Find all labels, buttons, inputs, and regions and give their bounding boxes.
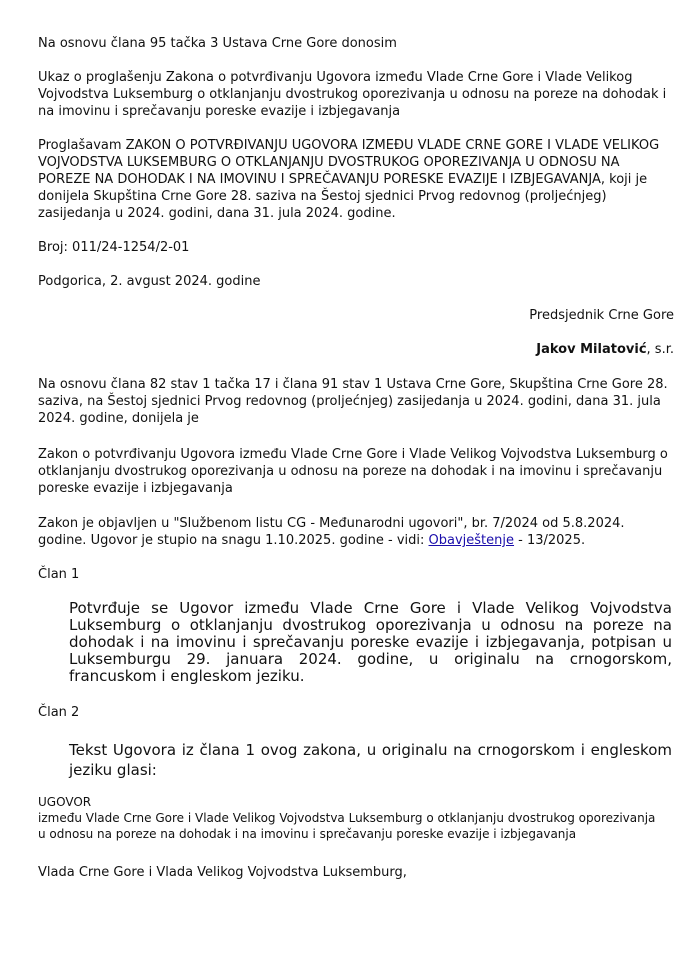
- treaty-heading: UGOVOR: [38, 795, 92, 809]
- preamble: Na osnovu člana 95 tačka 3 Ustava Crne Gore donosim: [38, 36, 397, 51]
- article-1-heading: Član 1: [38, 567, 80, 582]
- law-title: Zakon o potvrđivanju Ugovora između Vlade Crne Gore i Vlade Velikog Vojvodstva Luksemburg o otklanjanju dvostrukog oporezivanja u odnosu na poreze na dohodak i na imovinu i sprečavanju poreske evazije i izbjegavanja: [38, 447, 668, 496]
- article-2-heading: Član 2: [38, 705, 80, 720]
- publication-text: Zakon je objavljen u "Službenom listu CG - Međunarodni ugovori", br. 7/2024 od 5.8.2024. godine. Ugovor je stupio na snagu 1.10.2025. godine - vidi:: [38, 516, 625, 548]
- proclamation: Proglašavam ZAKON O POTVRĐIVANJU UGOVORA IZMEĐU VLADE CRNE GORE I VLADE VELIKOG VOJVODSTVA LUKSEMBURG O OTKLANJANJU DVOSTRUKOG OPOREZIVANJA U ODNOSU NA POREZE NA DOHODAK I NA IMOVINU I SPREČAVANJU PORESKE EVAZIJE I IZBJEGAVANJA, koji je donijela Skupština Crne Gore 28. saziva na Šestoj sjednici Prvog redovnog (proljećnjeg) zasijedanja u 2024. godini, dana 31. jula 2024. godine.: [38, 138, 660, 221]
- signature-title: Predsjednik Crne Gore: [529, 308, 674, 323]
- signature: [38, 341, 674, 358]
- adoption-text: Na osnovu člana 82 stav 1 tačka 17 i člana 91 stav 1 Ustava Crne Gore, Skupština Crne Gore 28. saziva, na Šestoj sjednici Prvog redovnog (proljećnjeg) zasijedanja u 2024. godini, dana 31. jula 2024. godine, donijela je: [38, 377, 668, 426]
- treaty-subtitle: između Vlade Crne Gore i Vlade Velikog Vojvodstva Luksemburg o otklanjanju dvostrukog oporezivanja u odnosu na poreze na dohodak i na imovinu i sprečavanju poreske evazije i izbjegavanja: [38, 811, 656, 841]
- ukaz-title: Ukaz o proglašenju Zakona o potvrđivanju Ugovora između Vlade Crne Gore i Vlade Velikog Vojvodstva Luksemburg o otklanjanju dvostrukog oporezivanja u odnosu na poreze na dohodak i na imovinu i sprečavanju poreske evazije i izbjegavanja: [38, 70, 667, 119]
- signature-suffix: , s.r.: [646, 342, 674, 357]
- article-2-text: Tekst Ugovora iz člana 1 ovog zakona, u originalu na crnogorskom i engleskom jeziku glasi:: [69, 741, 672, 779]
- signatory-name: Jakov Milatović: [536, 342, 647, 357]
- notice-link[interactable]: Obavještenje: [428, 533, 515, 548]
- document: [38, 35, 676, 881]
- publication-note: [38, 515, 676, 549]
- publication-after: - 13/2025.: [514, 533, 586, 548]
- document-number: Broj: 011/24-1254/2-01: [38, 240, 190, 255]
- article-1-text: Potvrđuje se Ugovor između Vlade Crne Gore i Vlade Velikog Vojvodstva Luksemburg o otklanjanju dvostrukog oporezivanja u odnosu na poreze na dohodak i na imovinu i sprečavanju poreske evazije i izbjegavanja, potpisan u Luksemburgu 29. januara 2024. godine, u originalu na crnogorskom, francuskom i engleskom jeziku.: [69, 599, 672, 685]
- place-date: Podgorica, 2. avgust 2024. godine: [38, 274, 261, 289]
- treaty-parties: Vlada Crne Gore i Vlada Velikog Vojvodstva Luksemburg,: [38, 865, 407, 880]
